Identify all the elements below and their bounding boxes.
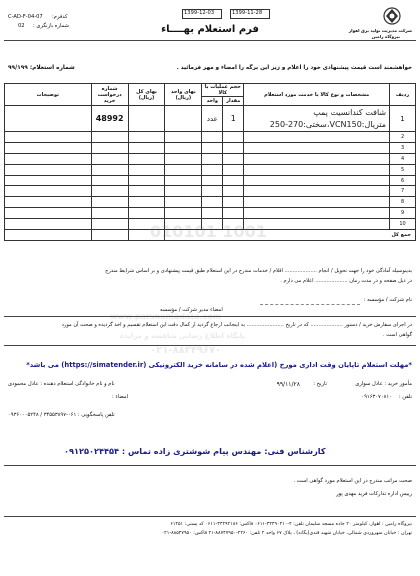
header-quantity-group: حجم عملیات یا کالا — [202, 84, 244, 97]
table-row — [5, 208, 416, 219]
section-rule-1 — [4, 316, 416, 317]
row-request-number: 48992 — [91, 106, 128, 132]
row-no: 6 — [390, 175, 416, 186]
header-notes: توضیحات — [5, 84, 92, 106]
vendor-line-1: بدینوسیله آمادگی خود را جهت تحویل / انجام .................... اقلام / خدمات مندرج در این استعلام طبق قیمت پیشنهادی و بر اساس شرایط مندرج — [105, 268, 412, 274]
table-row — [5, 186, 416, 197]
items-table — [4, 83, 416, 241]
row-spec: شافت کندانسیت پمپ متریال:VCN150،سختی:270-250 — [244, 106, 390, 132]
doc-code: C-AD-F-04-07 — [8, 14, 43, 20]
date-from: 1399-11-28 — [232, 10, 263, 16]
table-header-row — [5, 84, 416, 97]
table-row — [5, 153, 416, 164]
company-name-label: نام شرکت / مؤسسه : — [363, 297, 412, 303]
company-name: شرکت مدیریت تولید برق اهواز — [348, 28, 412, 33]
address-ahvaz: نیروگاه رامین : اهواز، کیلومتر ۲۰ جاده مسجد سلیمان تلفن: ۴-۳۴۴۹۰۴۱۰-۰۶۱۱ فاکس: ۳۴۴۹۲۱۸۶-۰۶۱۱ کد پستی: ۶۱۴۵۱ — [170, 522, 412, 527]
expert-line: کارشناس فنی: مهندس پیام شوشتری زاده تماس : ۰۹۱۲۵۰۲۴۴۵۴ — [64, 446, 326, 456]
row-no: 5 — [390, 164, 416, 175]
row-no: 2 — [390, 132, 416, 143]
header-rule — [4, 40, 416, 41]
footer-rule — [4, 516, 416, 517]
company-name-field[interactable] — [260, 304, 360, 305]
table-row — [5, 132, 416, 143]
total-label: جمع کل — [165, 230, 416, 241]
deadline-notice: *مهلت استعلام تاپایان وقت اداری مورخ (اعلام شده در سامانه خرید الکترونیکی (https://simatender.ir) می باشد* — [26, 361, 412, 369]
inquiry-number: شماره استعلام: ۹۹/۱۹۹ — [8, 65, 75, 71]
order-line-2: گواهی است . — [383, 332, 412, 338]
header-request-number: شماره درخواست خرید — [91, 84, 128, 106]
manager-sign-label: امضاء مدیر شرکت / مؤسسه — [160, 307, 223, 313]
row-no: 7 — [390, 186, 416, 197]
order-line-1: در اجرای سفارش خرید / دستور .................... که در تاریخ ....................... به اینجانب ارجاع گردید از کمال دقت این استعلام تقسیم و اخذ گردیده و صحت آن مورد — [61, 322, 412, 328]
address-tehran: تهران : خیابان سهروردی شمالی، خیابان شهید قندی(یگانه) ، پلاک ۶۷ واحد ۲ تلفن: ۲۲۶۰-۸۸۷۴۷۹۵۰-۲۱ فاکس: ۸۸۵۴۷۹۵۰-۰۲۱ — [161, 531, 412, 536]
row-unit-price[interactable] — [165, 106, 202, 132]
row-no: 8 — [390, 197, 416, 208]
certification-line: صحت مراتب مندرج در این استعلام مورد گواهی است . — [293, 478, 412, 484]
table-row — [5, 197, 416, 208]
revision: 02 — [18, 23, 25, 29]
watermark-phone: ۰۲۱-۸۸۳۴۹۶۷۰ — [150, 345, 222, 356]
plant-name: نیروگاه رامین — [371, 34, 400, 39]
row-total-price[interactable] — [128, 106, 165, 132]
row-unit: عدد — [202, 106, 223, 132]
header-unit-price: بهای واحد (ریال) — [165, 84, 202, 106]
reply-phone: تلفن پاسخگویی : ۰۶۱-۳۴۵۵۳۸۹۷ / ۰۹۳۶۰۰۰۵۲۴۸ — [8, 412, 115, 418]
section-rule-2 — [4, 345, 416, 346]
officer-label: مأمور خرید : عادل سواری — [355, 381, 412, 387]
section-rule-3 — [4, 465, 416, 466]
request-line: خواهشمند است قیمت پیشنهادی خود را اعلام و زیر این برگه را امضاء و مهر فرمائید . — [176, 65, 412, 71]
revision-label: شماره بازنگری : — [33, 23, 69, 29]
date-to: 1399-12-03 — [184, 10, 215, 16]
row-no: 10 — [390, 219, 416, 230]
officer-phone-label: تلفن : — [398, 394, 412, 400]
procurement-head: رییس اداره تدارکات فرید مهدی پور — [336, 491, 412, 497]
row-notes[interactable] — [5, 106, 92, 132]
header-unit: واحد — [202, 97, 223, 106]
header-total-price: بهای کل (ریال) — [128, 84, 165, 106]
watermark-stamp-number: 010101 1001 — [150, 222, 267, 241]
row-no: 1 — [390, 106, 416, 132]
officer-phone: ۰۹۱۶۳۰۷۰۸۱۰ — [361, 394, 392, 400]
officer-date: ۹۹/۱۱/۲۸ — [276, 381, 300, 388]
header-spec: مشخصات و نوع کالا یا خدمت مورد استعلام — [244, 84, 390, 106]
header-amount: مقدار — [223, 97, 244, 106]
table-row — [5, 175, 416, 186]
row-no: 4 — [390, 153, 416, 164]
form-title: فرم استعلام بهــــاء — [161, 24, 259, 35]
vendor-line-2: در ذیل صفحه و در مدت زمان .................... اعلام می دارم . — [280, 278, 412, 284]
inquirer-sign-label: امضاء : — [112, 394, 129, 400]
table-row — [5, 142, 416, 153]
row-amount: 1 — [223, 106, 244, 132]
doc-code-label: کدفرم: — [52, 14, 68, 20]
watermark-site: www.parsnamadata.com — [110, 312, 222, 321]
watermark-name: پایگاه اطلاع رسانی مناقصه و مزایده — [120, 332, 246, 340]
table-row — [5, 164, 416, 175]
row-no: 3 — [390, 142, 416, 153]
inquirer-name-label: نام و نام خانوادگی استعلام دهنده : عادل محمودی — [8, 381, 115, 387]
officer-date-label: تاریخ : — [313, 381, 327, 387]
table-row — [5, 106, 416, 132]
header-row-no: ردیف — [390, 84, 416, 106]
row-no: 9 — [390, 208, 416, 219]
